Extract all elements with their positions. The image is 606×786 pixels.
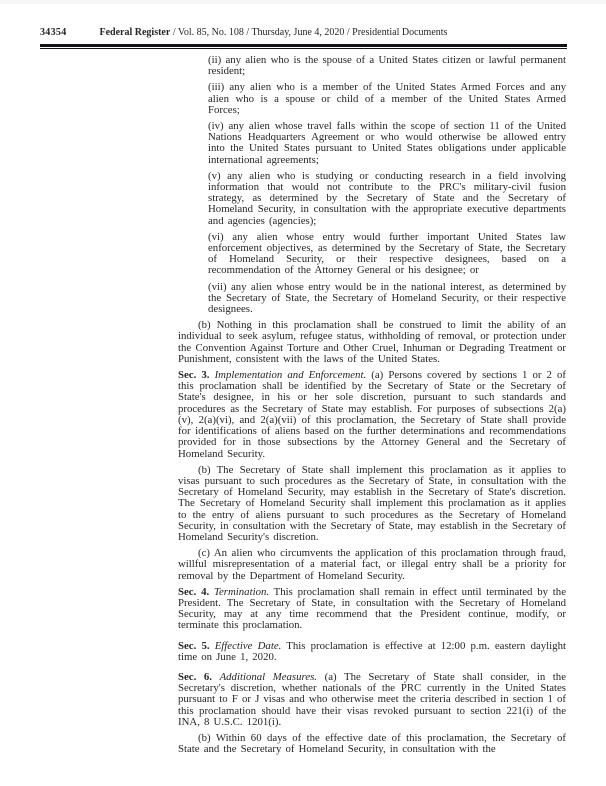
section-6 bbox=[178, 672, 566, 728]
page-number: 34354 bbox=[40, 27, 67, 38]
section-3 bbox=[178, 370, 566, 460]
paragraph-romanette-vii: (vii) any alien whose entry would be in the national interest, as determined by the Secretary of State, the Secretary of Homeland Security, or their respective designees. bbox=[208, 280, 566, 316]
section-4 bbox=[178, 587, 566, 632]
paragraph-romanette-vi: (vi) any alien whose entry would further important United States law enforcement objectives, as determined by the Secretary of State, the Secretary of Homeland Security, or their respective designees, based on a recommendation of the Attorney General or his designee; or bbox=[208, 230, 566, 277]
issue-info: / Vol. 85, No. 108 / Thursday, June 4, 2020 / Presidential Documents bbox=[172, 27, 448, 38]
section-3-text: (a) Persons covered by sections 1 or 2 of this proclamation shall be identified by the Secretary of State or the Secretary of State's designee, in his or her sole discretion, pursuant to such standards and procedures as the Secretary of State may establish. For purposes of subsections 2(a)(v), 2(a)(vi), and 2(a)(vii) of this proclamation, the Secretary of State shall provide for identifications of aliens based on the further determinations and recommendations provided for in those subsections by the Attorney General and the Secretary of Homeland Security. bbox=[178, 369, 566, 460]
paragraph-6b: (b) Within 60 days of the effective date of this proclamation, the Secretary of State and the Secretary of Homeland Security, in consultation with the bbox=[178, 731, 566, 756]
journal-name: Federal Register bbox=[99, 27, 171, 38]
paragraph-2b: (b) Nothing in this proclamation shall be construed to limit the ability of an individual to seek asylum, refugee status, withholding of removal, or protection under the Convention Against Torture and Other Cruel, Inhuman or Degrading Treatment or Punishment, consistent with the laws of the United States. bbox=[178, 319, 566, 365]
rule-thick-line bbox=[40, 44, 567, 47]
section-5-title: Effective Date. bbox=[214, 639, 282, 652]
paragraph-romanette-ii: (ii) any alien who is the spouse of a United States citizen or lawful permanent resident; bbox=[208, 54, 566, 78]
section-4-label: Sec. 4. bbox=[178, 585, 210, 598]
header-citation bbox=[100, 27, 448, 38]
section-3-label: Sec. 3. bbox=[178, 369, 210, 382]
section-5-text: This proclamation is effective at 12:00 p.m. eastern daylight time on June 1, 2020. bbox=[178, 639, 566, 663]
paragraph-romanette-iv: (iv) any alien whose travel falls within the scope of section 11 of the United Nations Headquarters Agreement or who would otherwise be allowed entry into the United States pursuant to United States obligations under applicable international agreements; bbox=[208, 120, 566, 166]
section-6-label: Sec. 6. bbox=[178, 670, 212, 683]
document-body bbox=[178, 55, 566, 755]
section-5 bbox=[178, 641, 566, 663]
section-5-label: Sec. 5. bbox=[178, 639, 210, 652]
header-double-rule bbox=[40, 44, 567, 49]
section-4-title: Termination. bbox=[213, 585, 270, 598]
section-6-title: Additional Measures. bbox=[219, 670, 318, 683]
paragraph-3c: (c) An alien who circumvents the application of this proclamation through fraud, willful misrepresentation of a material fact, or illegal entry shall be a priority for removal by the Department of Homeland Security. bbox=[178, 547, 566, 582]
page-header bbox=[40, 27, 586, 39]
scan-edge-artifact bbox=[0, 0, 606, 4]
paragraph-3b: (b) The Secretary of State shall implement this proclamation as it applies to visas pursuant to such procedures as the Secretary of State, in consultation with the Secretary of Homeland Security, may establish in the Secretary of State's discretion. The Secretary of Homeland Security shall implement this proclamation as it applies to the entry of aliens pursuant to such procedures as the Secretary of Homeland Security, in consultation with the Secretary of State, may establish in the Secretary of Homeland Security's discretion. bbox=[178, 463, 566, 543]
rule-thin-line bbox=[40, 48, 567, 49]
section-6-text: (a) The Secretary of State shall consider, in the Secretary's discretion, whether nationals of the PRC currently in the United States pursuant to F or J visas and who otherwise meet the criteria described in section 1 of this proclamation should have their visas revoked pursuant to section 221(i) of the INA, 8 U.S.C. 1201(i). bbox=[178, 670, 566, 728]
paragraph-romanette-v: (v) any alien who is studying or conducting research in a field involving information that would not contribute to the PRC's military-civil fusion strategy, as determined by the Secretary of State and the Secretary of Homeland Security, in consultation with the appropriate executive departments and agencies (agencies); bbox=[208, 169, 566, 227]
paragraph-romanette-iii: (iii) any alien who is a member of the United States Armed Forces and any alien who is a spouse or child of a member of the United States Armed Forces; bbox=[208, 81, 566, 116]
section-3-title: Implementation and Enforcement. bbox=[214, 369, 367, 382]
section-4-text: This proclamation shall remain in effect until terminated by the President. The Secretary of State, in consultation with the Secretary of Homeland Security, may at any time recommend that the President continue, modify, or terminate this proclamation. bbox=[178, 585, 566, 632]
